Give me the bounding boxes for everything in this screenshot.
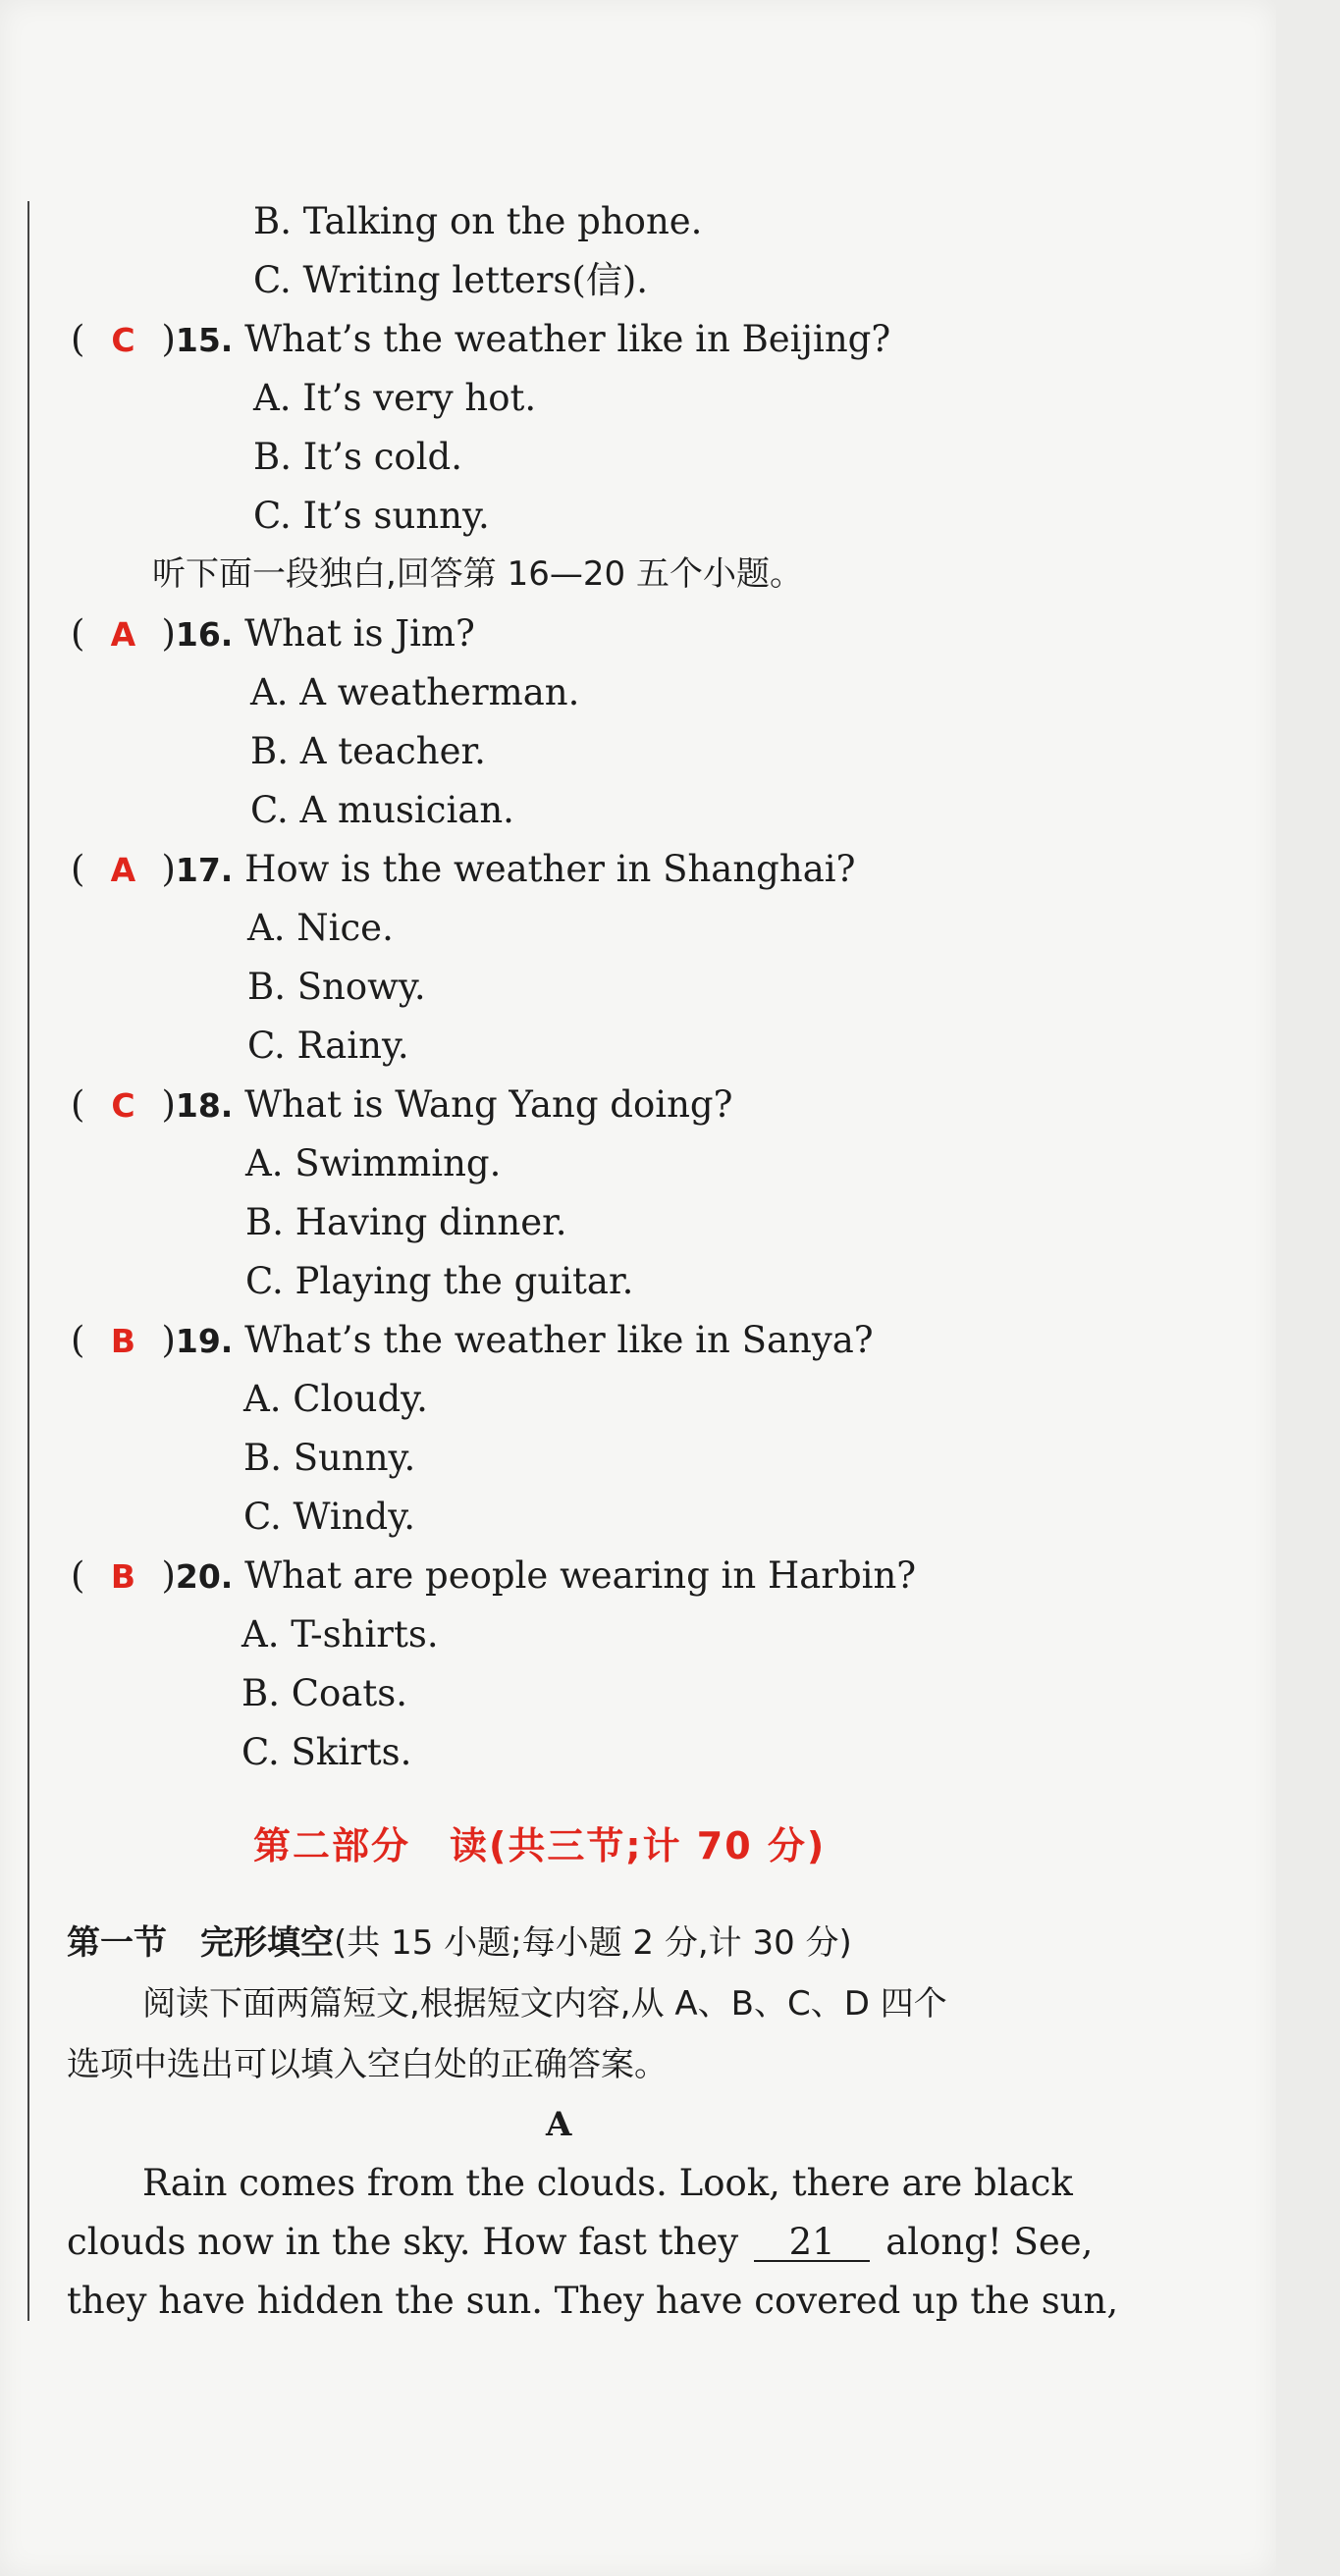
question-17 [71,848,856,890]
question-text: What is Wang Yang doing? [233,1083,733,1126]
option-20c: C. Skirts. [241,1731,412,1773]
option-18b: B. Having dinner. [245,1201,567,1243]
option-15b: B. It’s cold. [253,436,462,478]
option-16c: C. A musician. [250,789,514,831]
question-15 [71,318,891,360]
question-number: 19. [175,1322,234,1360]
passage-line-2 [67,2221,1094,2263]
option-18a: A. Swimming. [245,1142,502,1184]
question-19 [71,1319,874,1361]
paren-open: ( [71,318,85,360]
instruction-line-2: 选项中选出可以填入空白处的正确答案。 [67,2045,668,2084]
option-17a: A. Nice. [247,907,394,949]
listening-instruction: 听下面一段独白,回答第 16—20 五个小题。 [152,554,803,594]
question-number: 20. [175,1557,234,1596]
option-19b: B. Sunny. [243,1437,416,1479]
question-text: How is the weather in Shanghai? [233,848,856,890]
section-label: 第一节 完形填空 [67,1923,334,1963]
question-number: 18. [175,1086,234,1125]
answer-16: A [110,615,136,654]
section-heading [67,1923,852,1963]
option-20b: B. Coats. [241,1672,407,1714]
question-16 [71,612,475,655]
passage-text: clouds now in the sky. How fast they [67,2221,739,2263]
question-text: What are people wearing in Harbin? [233,1554,917,1597]
paren-close: ) [161,1554,176,1597]
paren-open: ( [71,848,85,890]
option-18c: C. Playing the guitar. [245,1260,634,1302]
paren-open: ( [71,1319,85,1361]
paren-close: ) [161,612,176,655]
option-15c: C. It’s sunny. [253,495,490,537]
passage-line-3: they have hidden the sun. They have covered up the sun, [67,2280,1119,2322]
question-20 [71,1554,917,1597]
option-20a: A. T-shirts. [241,1613,439,1656]
paren-close: ) [161,1319,176,1361]
question-number: 17. [175,851,234,889]
option-17c: C. Rainy. [247,1025,409,1067]
answer-15: C [111,321,135,359]
option-17b: B. Snowy. [247,966,426,1008]
option-16a: A. A weatherman. [250,671,580,713]
answer-19: B [110,1322,136,1360]
paren-open: ( [71,1083,85,1126]
option-14b: B. Talking on the phone. [253,200,703,242]
blank-21: 21 [754,2224,870,2262]
option-19c: C. Windy. [243,1496,415,1538]
option-15a: A. It’s very hot. [253,377,537,419]
answer-18: C [111,1086,135,1125]
question-text: What’s the weather like in Beijing? [233,318,891,360]
question-text: What is Jim? [233,612,475,655]
paren-close: ) [161,848,176,890]
paren-open: ( [71,1554,85,1597]
option-14c: C. Writing letters(信). [253,259,649,301]
passage-title: A [546,2105,572,2144]
question-number: 16. [175,615,234,654]
passage-line-1: Rain comes from the clouds. Look, there are black [142,2162,1073,2204]
question-18 [71,1083,733,1126]
option-16b: B. A teacher. [250,730,486,772]
part-title: 第二部分 读(共三节;计 70 分) [253,1824,827,1867]
instruction-line-1: 阅读下面两篇短文,根据短文内容,从 A、B、C、D 四个 [142,1984,947,2024]
section-info: (共 15 小题;每小题 2 分,计 30 分) [334,1923,852,1963]
question-text: What’s the weather like in Sanya? [233,1319,874,1361]
paren-open: ( [71,612,85,655]
paren-close: ) [161,1083,176,1126]
answer-17: A [110,851,136,889]
passage-text: along! See, [885,2221,1094,2263]
question-number: 15. [175,321,234,359]
answer-20: B [110,1557,136,1596]
option-19a: A. Cloudy. [243,1378,428,1420]
paren-close: ) [161,318,176,360]
